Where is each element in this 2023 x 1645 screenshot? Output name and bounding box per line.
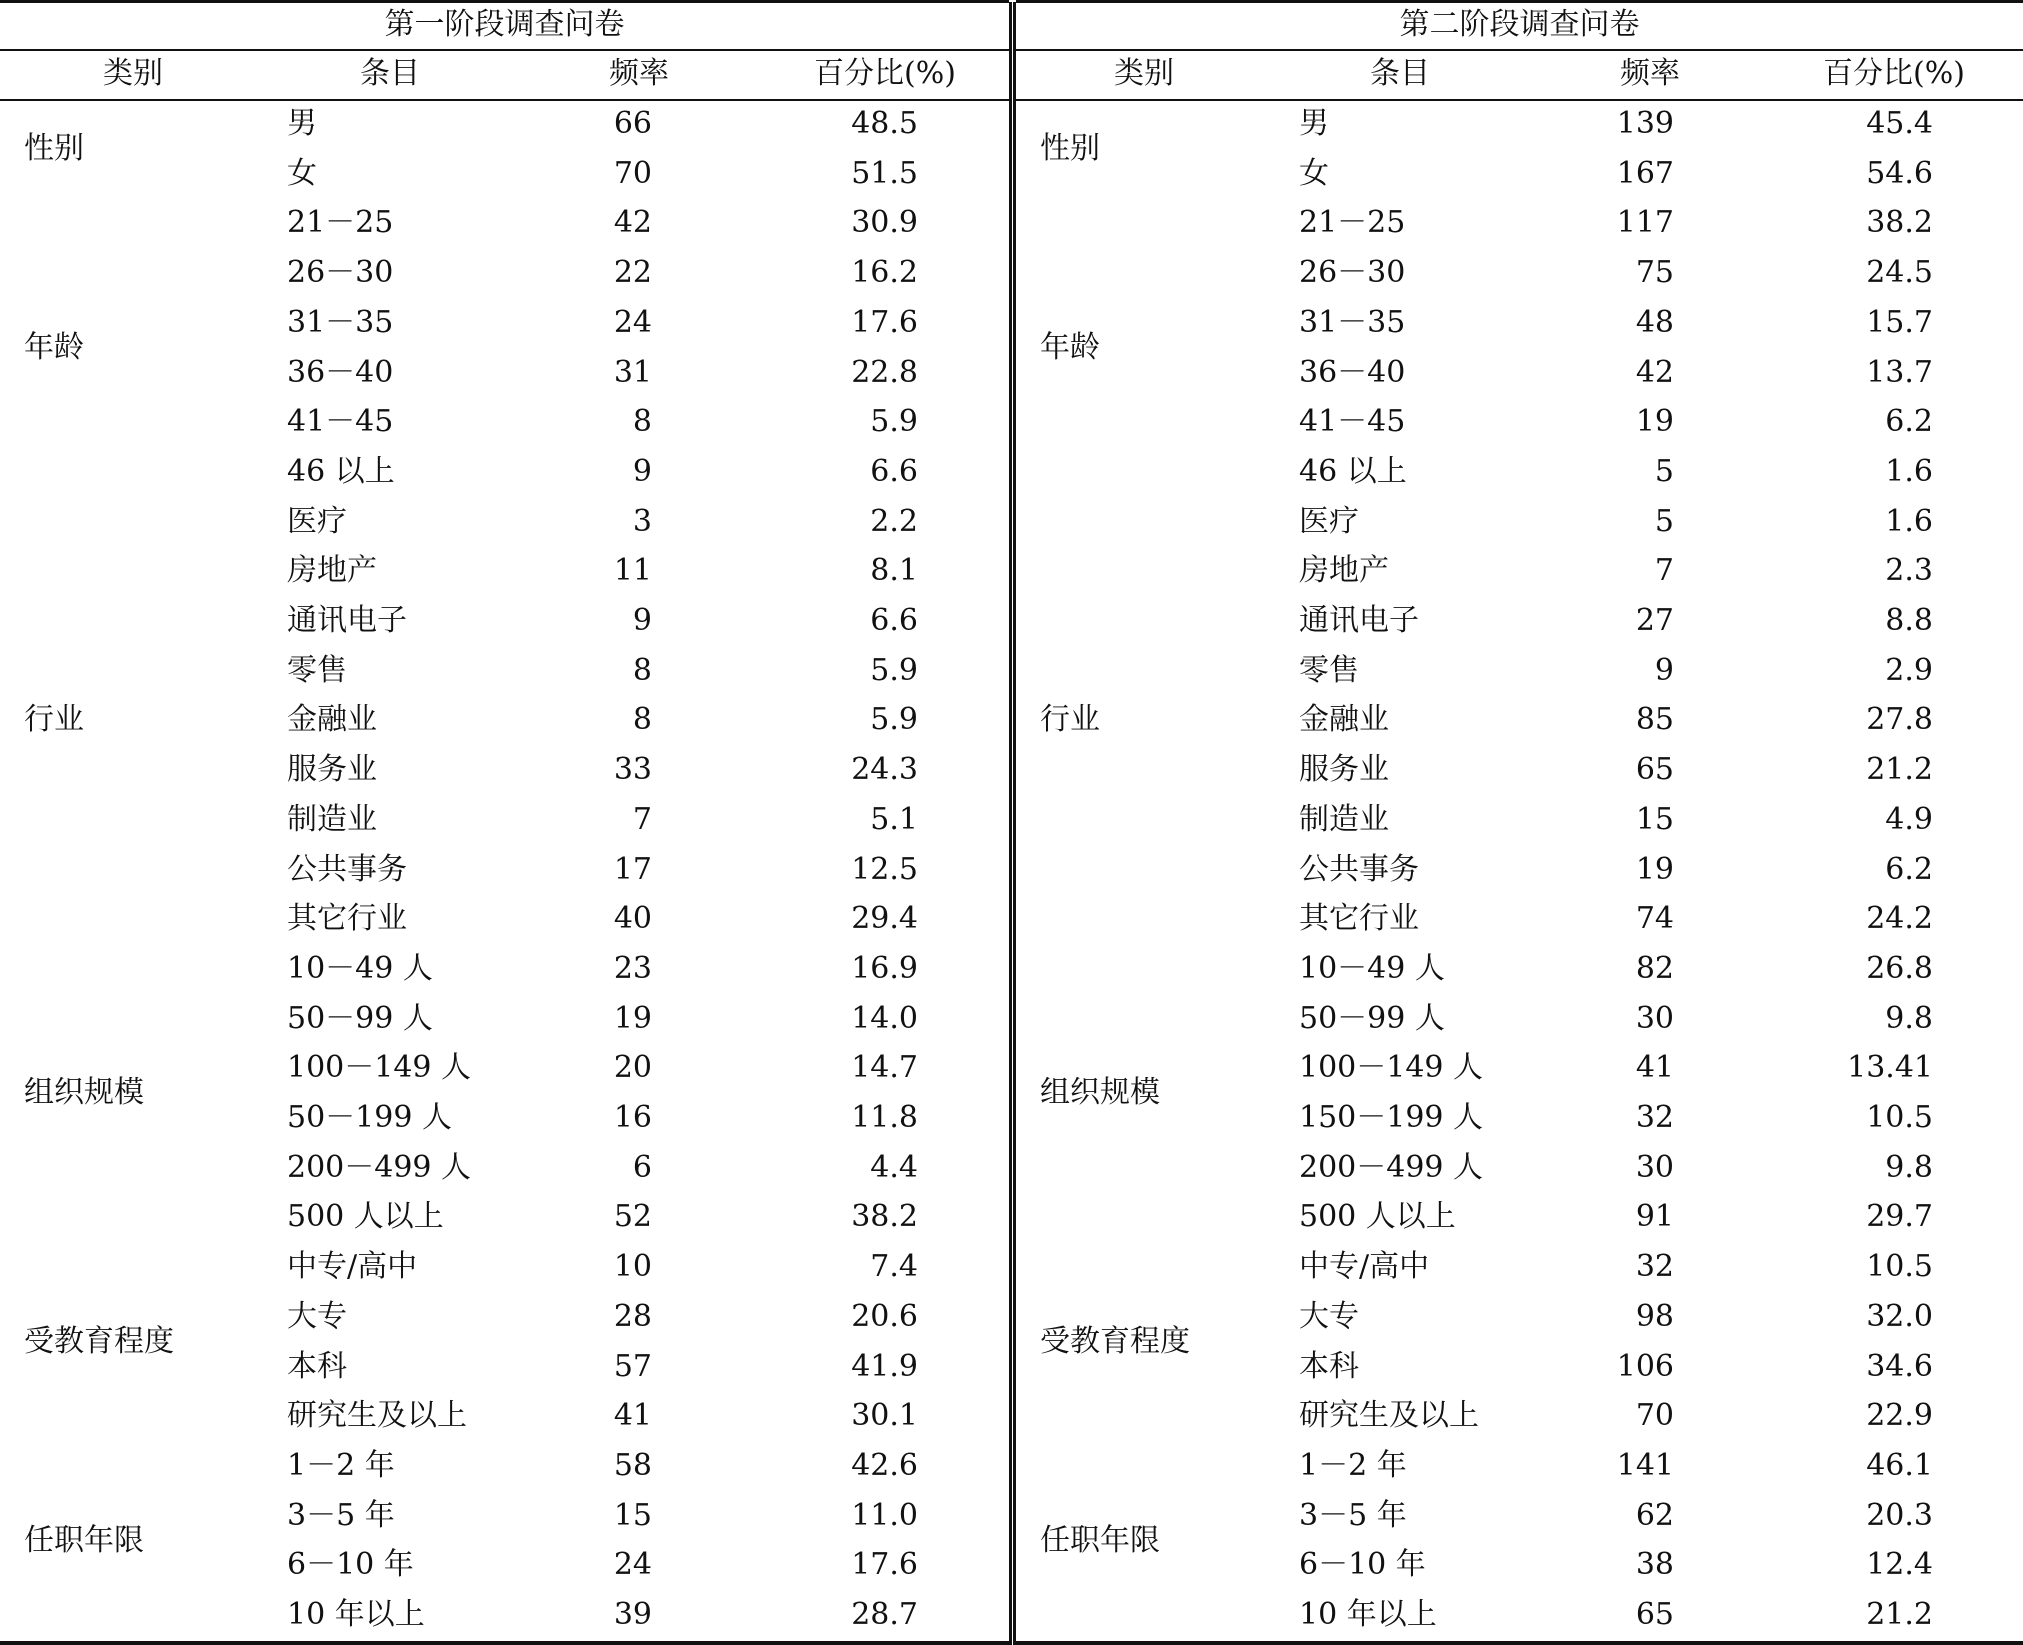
percent-cell: 21.2 [1866,752,1933,788]
percent-cell: 46.1 [1866,1447,1933,1483]
frequency-cell: 32 [1635,1249,1674,1285]
percent-cell: 12.5 [851,851,918,887]
percent-cell: 12.4 [1866,1547,1933,1583]
top-rule [0,0,1009,3]
frequency-cell: 41 [613,1398,652,1434]
frequency-cell: 167 [1616,155,1674,191]
frequency-cell: 6 [632,1149,652,1185]
percent-cell: 42.6 [851,1447,918,1483]
frequency-cell: 75 [1635,255,1674,291]
percent-cell: 8.8 [1885,603,1933,638]
percent-cell: 2.3 [1885,553,1933,589]
item-cell: 中专/高中 [287,1249,418,1285]
item-cell: 公共事务 [287,851,407,887]
frequency-cell: 7 [1654,553,1674,589]
frequency-cell: 42 [613,205,652,241]
item-cell: 零售 [1299,652,1359,688]
frequency-cell: 31 [613,354,652,390]
header-item: 条目 [1370,56,1430,91]
category-label: 任职年限 [24,1522,144,1558]
category-label: 受教育程度 [1040,1323,1190,1359]
header-percent: 百分比(%) [1823,56,1965,91]
percent-cell: 21.2 [1866,1597,1933,1632]
item-cell: 36－40 [287,354,394,390]
frequency-cell: 8 [632,652,652,688]
item-cell: 公共事务 [1299,851,1419,887]
bottom-rule [0,1641,1009,1645]
frequency-cell: 8 [632,404,652,440]
percent-cell: 14.0 [851,1000,918,1036]
percent-cell: 24.2 [1866,901,1933,937]
frequency-cell: 27 [1635,603,1674,638]
frequency-cell: 17 [613,851,652,887]
item-cell: 研究生及以上 [1299,1398,1479,1434]
frequency-cell: 10 [613,1249,652,1285]
header-frequency: 频率 [1620,56,1680,91]
bottom-rule [1016,1641,2023,1645]
frequency-cell: 32 [1635,1100,1674,1135]
item-cell: 10－49 人 [287,950,433,986]
frequency-cell: 139 [1616,106,1674,141]
frequency-cell: 19 [613,1000,652,1036]
item-cell: 100－149 人 [1299,1050,1484,1086]
title-rule [0,49,1009,51]
percent-cell: 29.4 [851,901,918,937]
panel-separator-line-left [1009,2,1012,1645]
percent-cell: 13.7 [1866,354,1933,390]
percent-cell: 11.0 [851,1497,918,1533]
category-label: 任职年限 [1040,1522,1160,1558]
item-cell: 房地产 [1299,553,1389,589]
percent-cell: 24.5 [1866,255,1933,291]
frequency-cell: 20 [613,1050,652,1086]
frequency-cell: 65 [1635,1597,1674,1632]
frequency-cell: 16 [613,1100,652,1135]
frequency-cell: 11 [613,553,652,589]
frequency-cell: 82 [1635,950,1674,986]
stage2-panel [1016,0,2023,1645]
frequency-cell: 42 [1635,354,1674,390]
percent-cell: 5.9 [870,702,918,738]
item-cell: 500 人以上 [287,1199,444,1235]
frequency-cell: 9 [1654,652,1674,688]
item-cell: 通讯电子 [1299,603,1419,638]
item-cell: 100－149 人 [287,1050,472,1086]
percent-cell: 6.6 [870,603,918,638]
frequency-cell: 39 [613,1597,652,1632]
percent-cell: 14.7 [851,1050,918,1086]
item-cell: 6－10 年 [1299,1547,1426,1583]
category-label: 组织规模 [1040,1075,1160,1111]
category-label: 性别 [24,130,84,166]
item-cell: 其它行业 [1299,901,1419,937]
item-cell: 制造业 [1299,801,1389,837]
percent-cell: 10.5 [1866,1100,1933,1135]
percent-cell: 45.4 [1866,106,1933,141]
percent-cell: 38.2 [1866,205,1933,241]
percent-cell: 9.8 [1885,1149,1933,1185]
frequency-cell: 98 [1635,1298,1674,1334]
percent-cell: 2.2 [870,503,918,539]
item-cell: 6－10 年 [287,1547,414,1583]
percent-cell: 16.2 [851,255,918,291]
percent-cell: 41.9 [851,1348,918,1384]
category-label: 性别 [1040,130,1100,166]
item-cell: 其它行业 [287,901,407,937]
percent-cell: 51.5 [851,155,918,191]
percent-cell: 6.2 [1885,404,1933,440]
item-cell: 男 [287,106,317,141]
header-category: 类别 [1114,56,1174,91]
category-label: 行业 [1040,702,1100,738]
frequency-cell: 106 [1616,1348,1674,1384]
stage1-panel [0,0,1009,1645]
item-cell: 研究生及以上 [287,1398,467,1434]
frequency-cell: 33 [613,752,652,788]
frequency-cell: 23 [613,950,652,986]
frequency-cell: 5 [1654,503,1674,539]
frequency-cell: 41 [1635,1050,1674,1086]
frequency-cell: 38 [1635,1547,1674,1583]
item-cell: 制造业 [287,801,377,837]
frequency-cell: 58 [613,1447,652,1483]
frequency-cell: 40 [613,901,652,937]
header-item: 条目 [360,56,420,91]
frequency-cell: 70 [1635,1398,1674,1434]
item-cell: 女 [287,155,317,191]
percent-cell: 7.4 [870,1249,918,1285]
header-category: 类别 [103,56,163,91]
item-cell: 金融业 [287,702,377,738]
percent-cell: 54.6 [1866,155,1933,191]
percent-cell: 11.8 [851,1100,918,1135]
percent-cell: 5.9 [870,652,918,688]
frequency-cell: 19 [1635,851,1674,887]
percent-cell: 9.8 [1885,1000,1933,1036]
percent-cell: 1.6 [1885,503,1933,539]
item-cell: 本科 [287,1348,347,1384]
frequency-cell: 15 [1635,801,1674,837]
percent-cell: 17.6 [851,304,918,340]
percent-cell: 29.7 [1866,1199,1933,1235]
header-rule [1016,99,2023,101]
frequency-cell: 62 [1635,1497,1674,1533]
frequency-cell: 15 [613,1497,652,1533]
frequency-cell: 5 [1654,453,1674,489]
item-cell: 3－5 年 [1299,1497,1407,1533]
frequency-cell: 117 [1616,205,1674,241]
item-cell: 10 年以上 [287,1597,425,1632]
percent-cell: 16.9 [851,950,918,986]
category-label: 年龄 [1040,329,1100,365]
item-cell: 零售 [287,652,347,688]
frequency-cell: 91 [1635,1199,1674,1235]
header-frequency: 频率 [609,56,669,91]
item-cell: 1－2 年 [287,1447,395,1483]
item-cell: 房地产 [287,553,377,589]
category-label: 受教育程度 [24,1323,174,1359]
item-cell: 中专/高中 [1299,1249,1430,1285]
percent-cell: 38.2 [851,1199,918,1235]
item-cell: 26－30 [1299,255,1406,291]
item-cell: 21－25 [1299,205,1406,241]
frequency-cell: 48 [1635,304,1674,340]
percent-cell: 10.5 [1866,1249,1933,1285]
item-cell: 41－45 [1299,404,1406,440]
item-cell: 31－35 [287,304,394,340]
item-cell: 500 人以上 [1299,1199,1456,1235]
percent-cell: 1.6 [1885,453,1933,489]
item-cell: 大专 [1299,1298,1359,1334]
item-cell: 36－40 [1299,354,1406,390]
frequency-cell: 9 [632,453,652,489]
frequency-cell: 30 [1635,1149,1674,1185]
percent-cell: 27.8 [1866,702,1933,738]
frequency-cell: 8 [632,702,652,738]
item-cell: 服务业 [287,752,377,788]
frequency-cell: 9 [632,603,652,638]
item-cell: 女 [1299,155,1329,191]
percent-cell: 30.9 [851,205,918,241]
percent-cell: 28.7 [851,1597,918,1632]
percent-cell: 24.3 [851,752,918,788]
item-cell: 服务业 [1299,752,1389,788]
frequency-cell: 19 [1635,404,1674,440]
frequency-cell: 7 [632,801,652,837]
item-cell: 41－45 [287,404,394,440]
percent-cell: 4.9 [1885,801,1933,837]
percent-cell: 4.4 [870,1149,918,1185]
frequency-cell: 74 [1635,901,1674,937]
item-cell: 26－30 [287,255,394,291]
percent-cell: 32.0 [1866,1298,1933,1334]
frequency-cell: 70 [613,155,652,191]
item-cell: 3－5 年 [287,1497,395,1533]
item-cell: 50－99 人 [1299,1000,1445,1036]
header-percent: 百分比(%) [814,56,956,91]
header-rule [0,99,1009,101]
item-cell: 200－499 人 [287,1149,472,1185]
frequency-cell: 85 [1635,702,1674,738]
percent-cell: 22.8 [851,354,918,390]
frequency-cell: 57 [613,1348,652,1384]
item-cell: 金融业 [1299,702,1389,738]
item-cell: 男 [1299,106,1329,141]
percent-cell: 20.6 [851,1298,918,1334]
percent-cell: 34.6 [1866,1348,1933,1384]
item-cell: 大专 [287,1298,347,1334]
item-cell: 46 以上 [287,453,395,489]
category-label: 年龄 [24,329,84,365]
percent-cell: 30.1 [851,1398,918,1434]
frequency-cell: 30 [1635,1000,1674,1036]
item-cell: 医疗 [1299,503,1359,539]
frequency-cell: 3 [632,503,652,539]
frequency-cell: 22 [613,255,652,291]
item-cell: 50－199 人 [287,1100,452,1135]
item-cell: 46 以上 [1299,453,1407,489]
frequency-cell: 66 [613,106,652,141]
frequency-cell: 65 [1635,752,1674,788]
percent-cell: 6.6 [870,453,918,489]
item-cell: 通讯电子 [287,603,407,638]
item-cell: 本科 [1299,1348,1359,1384]
frequency-cell: 24 [613,1547,652,1583]
category-label: 行业 [24,702,84,738]
top-rule [1016,0,2023,3]
item-cell: 31－35 [1299,304,1406,340]
item-cell: 1－2 年 [1299,1447,1407,1483]
percent-cell: 2.9 [1885,652,1933,688]
percent-cell: 48.5 [851,106,918,141]
category-label: 组织规模 [24,1075,144,1111]
percent-cell: 13.41 [1847,1050,1933,1086]
item-cell: 10－49 人 [1299,950,1445,986]
item-cell: 医疗 [287,503,347,539]
panel-title: 第一阶段调查问卷 [384,7,625,42]
title-rule [1016,49,2023,51]
item-cell: 200－499 人 [1299,1149,1484,1185]
percent-cell: 26.8 [1866,950,1933,986]
frequency-cell: 141 [1616,1447,1674,1483]
item-cell: 150－199 人 [1299,1100,1484,1135]
percent-cell: 6.2 [1885,851,1933,887]
frequency-cell: 52 [613,1199,652,1235]
percent-cell: 17.6 [851,1547,918,1583]
percent-cell: 5.1 [870,801,918,837]
percent-cell: 15.7 [1866,304,1933,340]
frequency-cell: 28 [613,1298,652,1334]
percent-cell: 5.9 [870,404,918,440]
percent-cell: 8.1 [870,553,918,589]
item-cell: 10 年以上 [1299,1597,1437,1632]
item-cell: 50－99 人 [287,1000,433,1036]
frequency-cell: 24 [613,304,652,340]
panel-title: 第二阶段调查问卷 [1399,7,1640,42]
percent-cell: 20.3 [1866,1497,1933,1533]
percent-cell: 22.9 [1866,1398,1933,1434]
item-cell: 21－25 [287,205,394,241]
